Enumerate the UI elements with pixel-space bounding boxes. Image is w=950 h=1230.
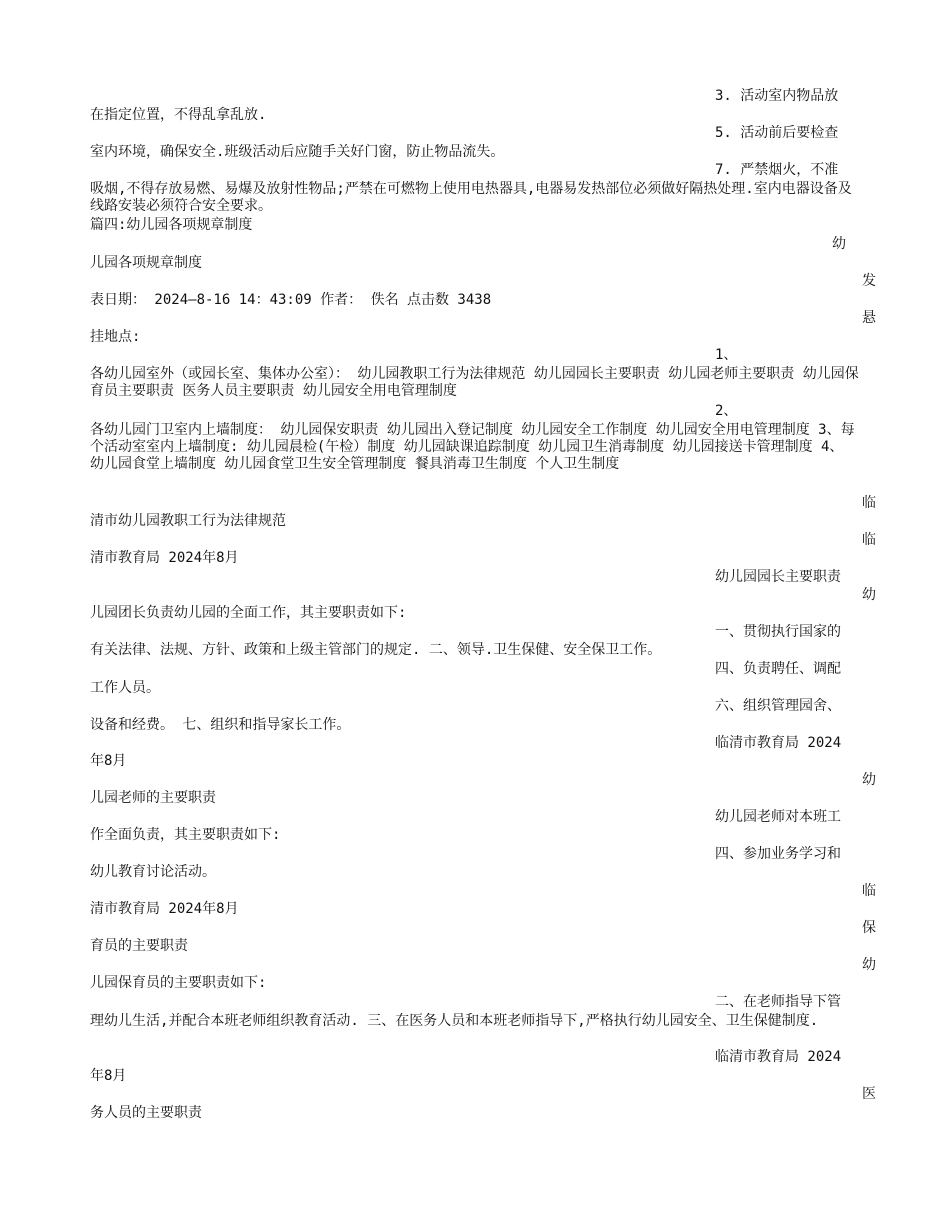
text-line-17: 儿园老师的主要职责 <box>90 790 216 806</box>
right-line-13: 一、贯彻执行国家的 <box>715 624 841 640</box>
right-line-9: 临 <box>862 495 876 511</box>
right-line-2: 5. 活动前后要检查 <box>715 125 839 141</box>
section-heading: 篇四:幼儿园各项规章制度 <box>90 217 253 233</box>
right-line-16: 临清市教育局 2024 <box>715 735 842 751</box>
right-line-6: 悬 <box>862 310 876 326</box>
text-line-19: 幼儿教育讨论活动。 <box>90 864 216 880</box>
post-meta: 表日期： 2024—8-16 14：43:09 作者： 佚名 点击数 3438 <box>90 292 492 308</box>
right-line-10: 临 <box>862 532 876 548</box>
text-line-16: 年8月 <box>90 753 127 769</box>
text-line-23: 理幼儿生活,并配合本班老师组织教育活动. 三、在医务人员和本班老师指导下,严格执行幼儿园安全、卫生保健制度. <box>90 1013 819 1029</box>
text-line-11: 清市教育局 2024年8月 <box>90 550 239 566</box>
text-line-15: 设备和经费。 七、组织和指导家长工作。 <box>90 717 351 733</box>
right-line-3: 7. 严禁烟火，不准 <box>715 162 839 178</box>
right-line-14: 四、负责聘任、调配 <box>715 661 841 677</box>
right-line-5: 发 <box>862 273 876 289</box>
right-line-19: 四、参加业务学习和 <box>715 846 841 862</box>
text-line-9: 各幼儿园门卫室内上墙制度： 幼儿园保安职责 幼儿园出入登记制度 幼儿园安全工作制度 幼儿园安全用电管理制度 3、每个活动室室内上墙制度: 幼儿园晨检(午检）制度 幼儿园缺课追踪制度 幼儿园卫生消毒制度 幼儿园接送卡管理制度 4、 幼儿园食堂上墙制度 幼儿园食堂卫生安全管理制度 餐具消毒卫生制度 个人卫生制度 <box>90 422 855 472</box>
text-line-13: 有关法律、法规、方针、政策和上级主管部门的规定. 二、领导.卫生保健、安全保卫工作。 <box>90 642 662 658</box>
right-line-8: 2、 <box>715 403 738 419</box>
right-line-24: 临清市教育局 2024 <box>715 1049 842 1065</box>
right-line-12: 幼 <box>862 587 876 603</box>
right-line-21: 保 <box>862 920 876 936</box>
right-line-4: 幼 <box>832 236 846 252</box>
text-line-14: 工作人员。 <box>90 680 160 696</box>
right-line-1: 3. 活动室内物品放 <box>715 88 839 104</box>
right-line-15: 六、组织管理园舍、 <box>715 698 841 714</box>
text-line-3: 吸烟,不得存放易燃、易爆及放射性物品;严禁在可燃物上使用电热器具,电器易发热部位必须做好隔热处理.室内电器设备及线路安装必须符合安全要求。 <box>90 181 852 214</box>
text-line-22: 儿园保育员的主要职责如下: <box>90 975 267 991</box>
right-line-17: 幼 <box>862 772 876 788</box>
text-line-10: 清市幼儿园教职工行为法律规范 <box>90 513 286 529</box>
text-line-18: 作全面负责，其主要职责如下: <box>90 827 281 843</box>
text-line-25: 务人员的主要职责 <box>90 1105 202 1121</box>
right-line-18: 幼儿园老师对本班工 <box>715 809 841 825</box>
text-line-5: 儿园各项规章制度 <box>90 255 202 271</box>
right-line-20: 临 <box>862 883 876 899</box>
text-line-1: 在指定位置，不得乱拿乱放. <box>90 107 267 123</box>
right-line-7: 1、 <box>715 347 738 363</box>
right-line-22: 幼 <box>862 957 876 973</box>
text-line-21: 育员的主要职责 <box>90 938 188 954</box>
text-line-24: 年8月 <box>90 1068 127 1084</box>
text-line-12: 儿园团长负责幼儿园的全面工作，其主要职责如下: <box>90 605 407 621</box>
right-line-23: 二、在老师指导下管 <box>715 994 841 1010</box>
right-line-11: 幼儿园园长主要职责 <box>715 569 841 585</box>
text-line-20: 清市教育局 2024年8月 <box>90 901 239 917</box>
text-line-2: 室内环境，确保安全.班级活动后应随手关好门窗，防止物品流失。 <box>90 144 505 160</box>
text-line-7: 挂地点: <box>90 329 141 345</box>
text-line-8: 各幼儿园室外（或园长室、集体办公室）： 幼儿园教职工行为法律规范 幼儿园园长主要职责 幼儿园老师主要职责 幼儿园保育员主要职责 医务人员主要职责 幼儿园安全用电管理制度 <box>90 366 859 399</box>
right-line-25: 医 <box>862 1086 876 1102</box>
